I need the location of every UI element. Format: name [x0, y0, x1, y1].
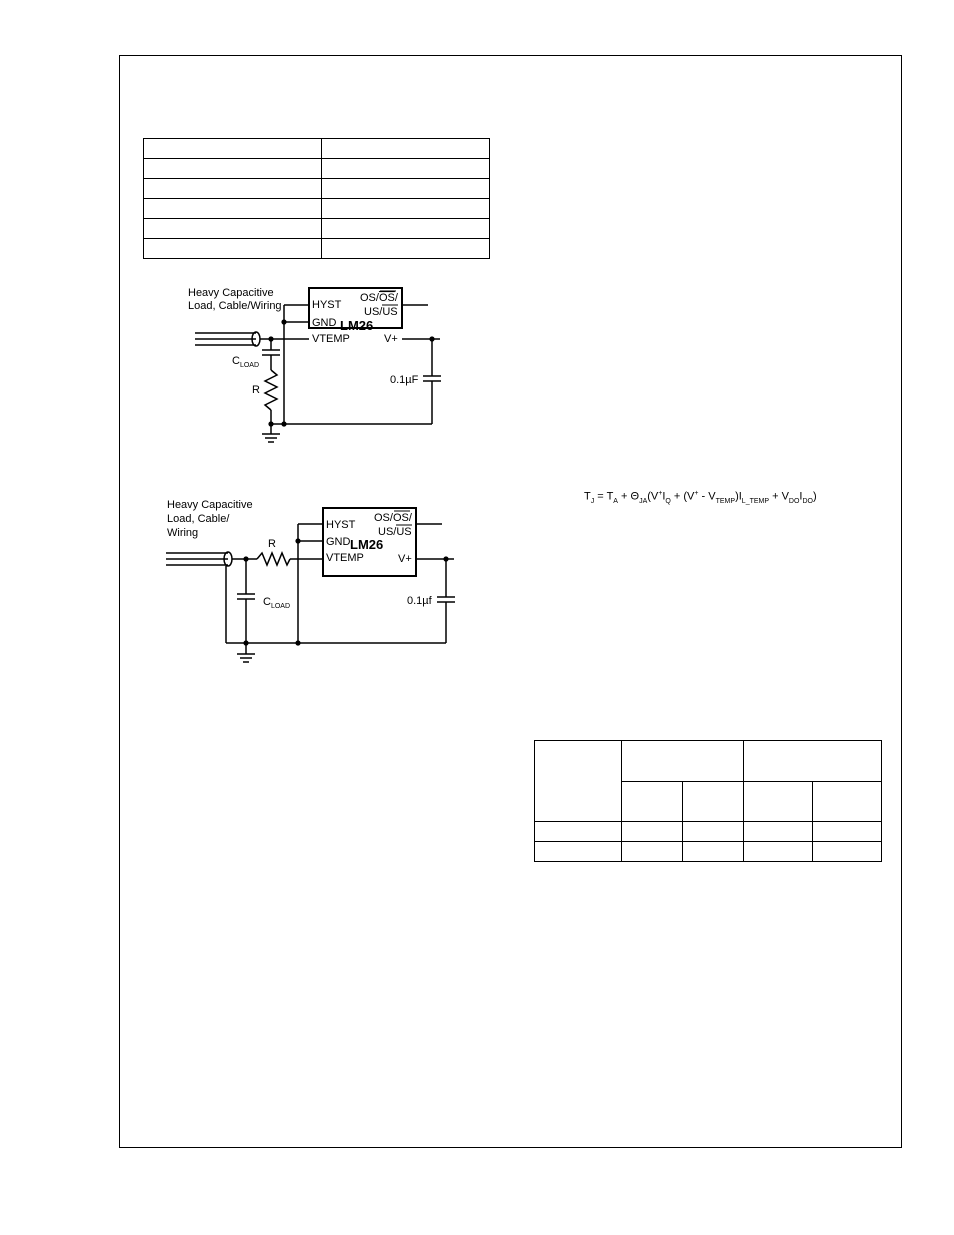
load-label-2: Load, Cable/Wiring: [188, 300, 282, 312]
load-label-1: Heavy Capacitive: [167, 499, 253, 511]
pin-vtemp: VTEMP: [326, 552, 364, 564]
chip-name: LM26: [340, 318, 374, 333]
cap-label: $C_{LOAD}$: [263, 596, 291, 610]
pin-gnd: GND: [326, 536, 351, 548]
pin-us: US/US: [378, 526, 412, 538]
table-2: [534, 740, 882, 862]
pin-vplus: V+: [398, 553, 412, 565]
pin-vplus: V+: [384, 333, 398, 345]
load-label-2: Load, Cable/: [167, 513, 230, 525]
pin-hyst: HYST: [312, 299, 342, 311]
load-label-1: Heavy Capacitive: [188, 287, 274, 299]
bypass-cap-label: 0.1µF: [390, 374, 419, 386]
resistor-label: R: [268, 538, 276, 550]
bypass-cap-label: 0.1µf: [407, 595, 432, 607]
load-label-3: Wiring: [167, 527, 199, 539]
pin-os: OS/OS/: [374, 512, 412, 524]
junction-temperature-equation: $T_J = T_A + \Theta_{JA}(V^+I_Q + (V^+ - V_{TEMP})I_{L\_TEMP} + V_{DO}I_{DO})$: [584, 490, 817, 505]
chip-name: LM26: [350, 537, 384, 552]
resistor-label: R: [252, 384, 260, 396]
pin-vtemp: VTEMP: [312, 333, 350, 345]
table-row: [535, 842, 882, 862]
table-row: [535, 822, 882, 842]
cap-label: $C_{LOAD}$: [232, 355, 260, 369]
pin-us: US/US: [364, 306, 398, 318]
table-row: [535, 741, 882, 782]
pin-gnd: GND: [312, 317, 337, 329]
pin-hyst: HYST: [326, 519, 356, 531]
pin-os: OS/OS/: [360, 292, 398, 304]
